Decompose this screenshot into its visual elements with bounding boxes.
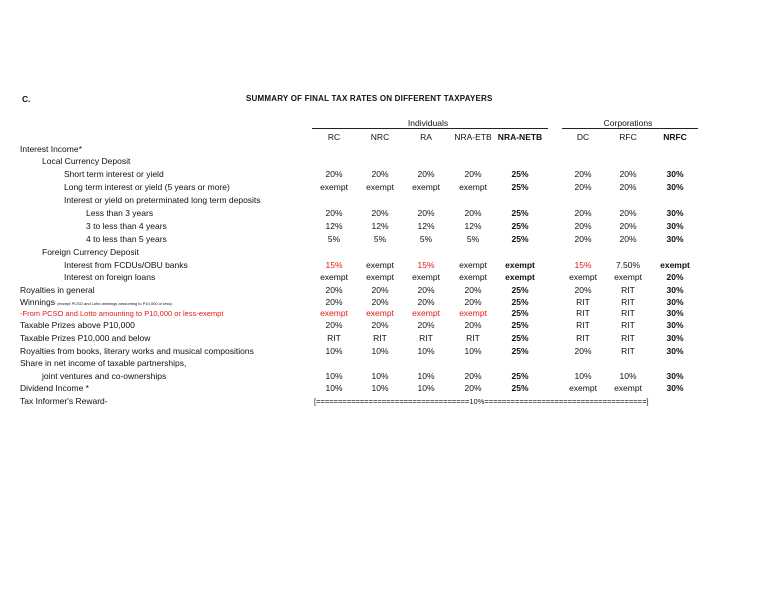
table-cell: exempt: [660, 260, 690, 270]
table-cell: 25%: [511, 234, 529, 244]
table-cell: 10%: [371, 383, 389, 393]
table-cell: 20%: [619, 169, 637, 179]
table-cell: RIT: [576, 308, 590, 318]
table-cell: 20%: [417, 285, 435, 295]
table-cell: 20%: [464, 169, 482, 179]
row-label-royalties: Royalties in general: [20, 285, 95, 295]
table-cell: 20%: [371, 285, 389, 295]
individuals-rule: [312, 128, 548, 129]
table-cell: 5%: [466, 234, 480, 244]
group-header-individuals: Individuals: [407, 118, 449, 128]
table-cell: 20%: [417, 208, 435, 218]
table-cell: RIT: [576, 297, 590, 307]
table-cell: exempt: [459, 272, 487, 282]
table-cell: RIT: [373, 333, 387, 343]
table-cell: 20%: [417, 297, 435, 307]
col-header-ra: RA: [420, 132, 432, 142]
table-cell: RIT: [466, 333, 480, 343]
table-cell: 30%: [666, 297, 684, 307]
table-cell: 25%: [511, 320, 529, 330]
table-cell: RIT: [576, 320, 590, 330]
table-cell: RIT: [621, 333, 635, 343]
table-cell: RIT: [621, 285, 635, 295]
table-cell: 30%: [666, 169, 684, 179]
row-label-foreign-loans: Interest on foreign loans: [64, 272, 156, 282]
table-cell: exempt: [614, 383, 642, 393]
table-cell: 25%: [511, 383, 529, 393]
row-label-fcdu: Interest from FCDUs/OBU banks: [64, 260, 188, 270]
table-cell: 20%: [325, 320, 343, 330]
table-cell: 30%: [666, 221, 684, 231]
row-label-royalties-books: Royalties from books, literary works and musical compositions: [20, 346, 254, 356]
table-cell: 20%: [371, 320, 389, 330]
table-cell: 10%: [619, 371, 637, 381]
table-cell: 12%: [464, 221, 482, 231]
table-cell: 20%: [325, 297, 343, 307]
table-cell: exempt: [459, 308, 487, 318]
table-cell: 25%: [511, 371, 529, 381]
table-cell: exempt: [366, 182, 394, 192]
table-cell: 20%: [619, 208, 637, 218]
table-cell: exempt: [614, 272, 642, 282]
row-label-4-5: 4 to less than 5 years: [86, 234, 167, 244]
table-cell: 20%: [574, 285, 592, 295]
table-cell: 30%: [666, 383, 684, 393]
col-header-rc: RC: [327, 132, 341, 142]
table-cell: RIT: [621, 297, 635, 307]
table-cell: 25%: [511, 346, 529, 356]
table-cell: 20%: [464, 383, 482, 393]
row-label-short-term: Short term interest or yield: [64, 169, 164, 179]
table-cell: 20%: [325, 285, 343, 295]
row-label-local-currency: Local Currency Deposit: [42, 156, 131, 166]
table-cell: exempt: [320, 182, 348, 192]
table-cell: 20%: [464, 371, 482, 381]
winnings-label: Winnings: [20, 297, 55, 307]
table-cell: 20%: [371, 297, 389, 307]
table-cell: 30%: [666, 182, 684, 192]
table-cell: 20%: [574, 169, 592, 179]
table-cell: 7.50%: [615, 260, 641, 270]
table-cell: 15%: [325, 260, 343, 270]
row-label-joint-ventures: joint ventures and co-ownerships: [42, 371, 167, 381]
row-label-long-term: Long term interest or yield (5 years or more): [64, 182, 230, 192]
col-header-nra-netb: NRA-NETB: [497, 132, 543, 142]
table-cell: 25%: [511, 308, 529, 318]
table-cell: 25%: [511, 285, 529, 295]
table-cell: 20%: [325, 208, 343, 218]
table-cell: 10%: [371, 346, 389, 356]
table-cell: exempt: [505, 260, 535, 270]
table-cell: 10%: [464, 346, 482, 356]
corporations-rule: [562, 128, 698, 129]
table-cell: 10%: [371, 371, 389, 381]
row-label-foreign-currency: Foreign Currency Deposit: [42, 247, 139, 257]
table-cell: 20%: [325, 169, 343, 179]
row-label-interest-income: Interest Income*: [20, 144, 82, 154]
table-cell: 10%: [325, 383, 343, 393]
table-cell: exempt: [366, 308, 394, 318]
table-cell: 20%: [464, 285, 482, 295]
col-header-dc: DC: [576, 132, 590, 142]
table-cell: exempt: [366, 260, 394, 270]
table-cell: 30%: [666, 371, 684, 381]
table-cell: exempt: [320, 272, 348, 282]
table-cell: 15%: [574, 260, 592, 270]
table-cell: 20%: [666, 272, 684, 282]
table-cell: 25%: [511, 333, 529, 343]
table-cell: 12%: [371, 221, 389, 231]
table-cell: 25%: [511, 297, 529, 307]
row-label-prizes-below: Taxable Prizes P10,000 and below: [20, 333, 151, 343]
col-header-rfc: RFC: [619, 132, 637, 142]
table-cell: 12%: [325, 221, 343, 231]
table-cell: RIT: [419, 333, 433, 343]
table-cell: exempt: [366, 272, 394, 282]
table-cell: 20%: [417, 169, 435, 179]
table-cell: 25%: [511, 208, 529, 218]
table-cell: RIT: [621, 308, 635, 318]
table-cell: 10%: [417, 371, 435, 381]
row-label-less-3: Less than 3 years: [86, 208, 154, 218]
table-cell: 20%: [464, 320, 482, 330]
group-header-corporations: Corporations: [603, 118, 653, 128]
row-label-prizes-above: Taxable Prizes above P10,000: [20, 320, 135, 330]
row-label-dividend: Dividend Income *: [20, 383, 89, 393]
table-cell: 20%: [574, 221, 592, 231]
table-cell: 25%: [511, 221, 529, 231]
table-cell: 20%: [574, 234, 592, 244]
table-cell: exempt: [569, 383, 597, 393]
table-cell: 30%: [666, 308, 684, 318]
table-cell: RIT: [621, 346, 635, 356]
table-cell: 30%: [666, 333, 684, 343]
col-header-nrc: NRC: [370, 132, 390, 142]
table-cell: 15%: [417, 260, 435, 270]
table-cell: 5%: [373, 234, 387, 244]
section-letter: C.: [22, 94, 31, 104]
table-cell: 30%: [666, 234, 684, 244]
table-cell: 20%: [619, 221, 637, 231]
table-cell: exempt: [505, 272, 535, 282]
table-cell: RIT: [621, 320, 635, 330]
table-cell: 10%: [325, 371, 343, 381]
table-cell: 30%: [666, 208, 684, 218]
table-cell: 10%: [417, 346, 435, 356]
table-cell: 20%: [574, 208, 592, 218]
page-title: SUMMARY OF FINAL TAX RATES ON DIFFERENT TAXPAYERS: [246, 94, 493, 103]
table-cell: 20%: [574, 346, 592, 356]
row-label-share-net-income: Share in net income of taxable partnerships,: [20, 358, 187, 368]
table-cell: 20%: [619, 234, 637, 244]
table-cell: exempt: [459, 260, 487, 270]
table-cell: 30%: [666, 285, 684, 295]
table-cell: 20%: [464, 208, 482, 218]
table-cell: RIT: [327, 333, 341, 343]
col-header-nrfc: NRFC: [663, 132, 687, 142]
table-cell: 20%: [464, 297, 482, 307]
table-cell: 20%: [574, 182, 592, 192]
table-cell: 5%: [327, 234, 341, 244]
table-cell: 20%: [371, 169, 389, 179]
table-cell: 25%: [511, 169, 529, 179]
table-cell: exempt: [569, 272, 597, 282]
table-cell: 30%: [666, 346, 684, 356]
table-cell: 10%: [325, 346, 343, 356]
table-cell: exempt: [320, 308, 348, 318]
table-cell: 10%: [417, 383, 435, 393]
winnings-note: (except PCSO and Lotto winnings amounting to P10,000 or less): [57, 301, 172, 306]
table-cell: exempt: [412, 308, 440, 318]
table-cell: 20%: [417, 320, 435, 330]
table-cell: 30%: [666, 320, 684, 330]
table-cell: exempt: [412, 182, 440, 192]
table-cell: 20%: [371, 208, 389, 218]
row-label-informer: Tax Informer's Reward-: [20, 396, 108, 406]
table-cell: 25%: [511, 182, 529, 192]
table-cell: exempt: [412, 272, 440, 282]
table-cell: exempt: [459, 182, 487, 192]
row-label-pcso: -From PCSO and Lotto amounting to P10,000 or less-exempt: [20, 309, 224, 318]
col-header-nra-etb: NRA-ETB: [454, 132, 492, 142]
table-cell: RIT: [576, 333, 590, 343]
table-cell: 5%: [419, 234, 433, 244]
informer-span: [===================================10%=====================================]: [314, 397, 649, 406]
row-label-3-4: 3 to less than 4 years: [86, 221, 167, 231]
table-cell: 20%: [619, 182, 637, 192]
row-label-preterminated: Interest or yield on preterminated long term deposits: [64, 195, 261, 205]
table-cell: 10%: [574, 371, 592, 381]
table-cell: 12%: [417, 221, 435, 231]
